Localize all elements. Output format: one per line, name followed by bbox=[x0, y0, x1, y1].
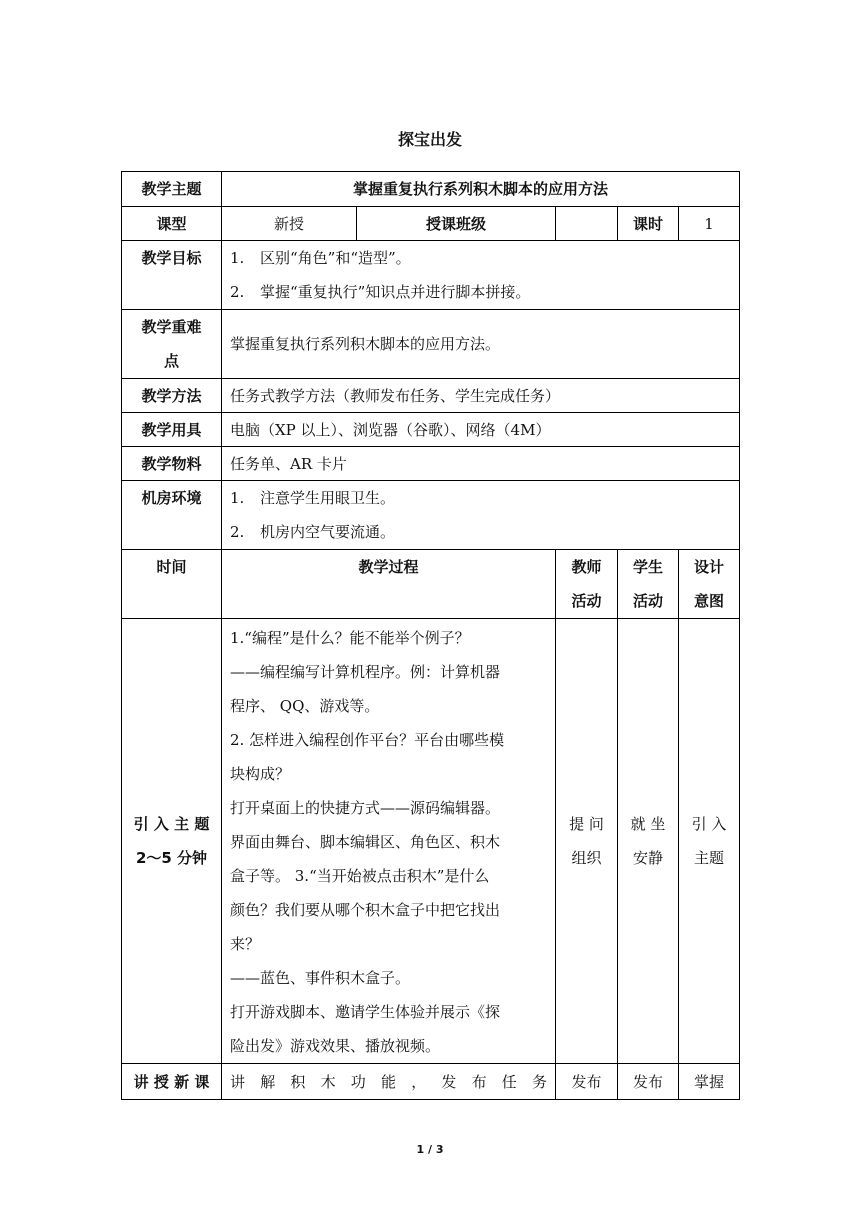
intro-time-line2: 2～5 分钟 bbox=[135, 849, 208, 867]
row-tools bbox=[122, 413, 740, 447]
document-title: 探宝出发 bbox=[397, 130, 462, 149]
row-materials bbox=[122, 447, 740, 481]
row-process-header bbox=[122, 550, 740, 619]
header-process: 教学过程 bbox=[358, 558, 419, 576]
intro-line: 2. 怎样进入编程创作平台？平台由哪些模 bbox=[230, 731, 505, 749]
header-design-line2: 意图 bbox=[693, 592, 724, 610]
intro-line: ——蓝色、事件积木盒子。 bbox=[230, 969, 411, 987]
row-intro bbox=[122, 619, 740, 1064]
intro-teacher-line1: 提 问 bbox=[569, 815, 604, 833]
intro-student-line2: 安静 bbox=[632, 849, 663, 867]
environment-item-text: 注意学生用眼卫生。 bbox=[260, 489, 396, 507]
intro-line: ——编程编写计算机程序。例：计算机器 bbox=[230, 663, 501, 681]
difficulty-label-line1: 教学重难 bbox=[141, 318, 202, 336]
intro-line: 程序、 QQ、游戏等。 bbox=[230, 697, 380, 715]
type-label: 课型 bbox=[122, 207, 222, 241]
row-method bbox=[122, 379, 740, 413]
intro-design-line2: 主题 bbox=[693, 849, 724, 867]
class-label: 授课班级 bbox=[357, 207, 556, 241]
tools-value: 电脑（XP 以上）、浏览器（谷歌）、网络（4M） bbox=[222, 413, 740, 447]
environment-item-num: 1. bbox=[230, 489, 245, 507]
intro-line: 来？ bbox=[230, 935, 261, 953]
theme-label: 教学主题 bbox=[122, 172, 222, 207]
lecture-design: 掌握 bbox=[679, 1064, 740, 1100]
intro-line: 1.“编程”是什么？能不能举个例子？ bbox=[230, 629, 470, 647]
goal-item bbox=[230, 241, 739, 275]
page-number: 1 / 3 bbox=[416, 1143, 444, 1156]
environment-label: 机房环境 bbox=[141, 489, 202, 507]
intro-line: 险出发》游戏效果、播放视频。 bbox=[230, 1037, 441, 1055]
lesson-plan-table bbox=[121, 171, 740, 1100]
intro-process bbox=[222, 619, 556, 1064]
header-design-line1: 设计 bbox=[693, 558, 724, 576]
goal-list bbox=[222, 241, 740, 310]
lecture-process: 讲 解 积 木 功 能 ， 发 布 任 务 bbox=[222, 1064, 556, 1100]
goal-item-text: 掌握“重复执行”知识点并进行脚本拼接。 bbox=[260, 283, 531, 301]
row-difficulty bbox=[122, 310, 740, 379]
tools-label: 教学用具 bbox=[122, 413, 222, 447]
method-value: 任务式教学方法（教师发布任务、学生完成任务） bbox=[222, 379, 740, 413]
environment-item-num: 2. bbox=[230, 523, 245, 541]
hours-value: 1 bbox=[679, 207, 740, 241]
theme-value: 掌握重复执行系列积木脚本的应用方法 bbox=[222, 172, 740, 207]
row-environment bbox=[122, 481, 740, 550]
row-goal bbox=[122, 241, 740, 310]
materials-value: 任务单、AR 卡片 bbox=[222, 447, 740, 481]
goal-item-text: 区别“角色”和“造型”。 bbox=[260, 249, 411, 267]
environment-list bbox=[222, 481, 740, 550]
lecture-teacher: 发布 bbox=[556, 1064, 618, 1100]
header-student-line2: 活动 bbox=[632, 592, 663, 610]
intro-line: 打开桌面上的快捷方式——源码编辑器。 bbox=[230, 799, 501, 817]
lecture-student: 发布 bbox=[618, 1064, 679, 1100]
materials-label: 教学物料 bbox=[122, 447, 222, 481]
hours-label: 课时 bbox=[618, 207, 679, 241]
type-value: 新授 bbox=[222, 207, 357, 241]
goal-item-num: 2. bbox=[230, 283, 245, 301]
header-student-line1: 学生 bbox=[632, 558, 663, 576]
intro-line: 块构成？ bbox=[230, 765, 291, 783]
environment-item bbox=[230, 515, 739, 549]
class-value bbox=[556, 207, 618, 241]
goal-item-num: 1. bbox=[230, 249, 245, 267]
intro-student-line1: 就 坐 bbox=[630, 815, 666, 833]
header-teacher-line1: 教师 bbox=[571, 558, 602, 576]
row-lecture bbox=[122, 1064, 740, 1100]
intro-line: 盒子等。 3.“当开始被点击积木”是什么 bbox=[230, 867, 490, 885]
intro-line: 颜色？我们要从哪个积木盒子中把它找出 bbox=[230, 901, 501, 919]
intro-design-line1: 引 入 bbox=[691, 815, 727, 833]
intro-line: 界面由舞台、脚本编辑区、角色区、积木 bbox=[230, 833, 501, 851]
environment-item bbox=[230, 481, 739, 515]
header-time: 时间 bbox=[156, 558, 187, 576]
goal-item bbox=[230, 275, 739, 309]
environment-item-text: 机房内空气要流通。 bbox=[260, 523, 396, 541]
intro-line: 打开游戏脚本、邀请学生体验并展示《探 bbox=[230, 1003, 501, 1021]
intro-teacher-line2: 组织 bbox=[571, 849, 602, 867]
header-teacher-line2: 活动 bbox=[571, 592, 602, 610]
row-theme bbox=[122, 172, 740, 207]
lecture-time: 讲 授 新 课 bbox=[122, 1064, 222, 1100]
intro-time-line1: 引 入 主 题 bbox=[133, 815, 210, 833]
method-label: 教学方法 bbox=[122, 379, 222, 413]
difficulty-label-line2: 点 bbox=[163, 352, 179, 370]
row-type bbox=[122, 207, 740, 241]
difficulty-value: 掌握重复执行系列积木脚本的应用方法。 bbox=[222, 310, 740, 379]
goal-label: 教学目标 bbox=[141, 249, 202, 267]
